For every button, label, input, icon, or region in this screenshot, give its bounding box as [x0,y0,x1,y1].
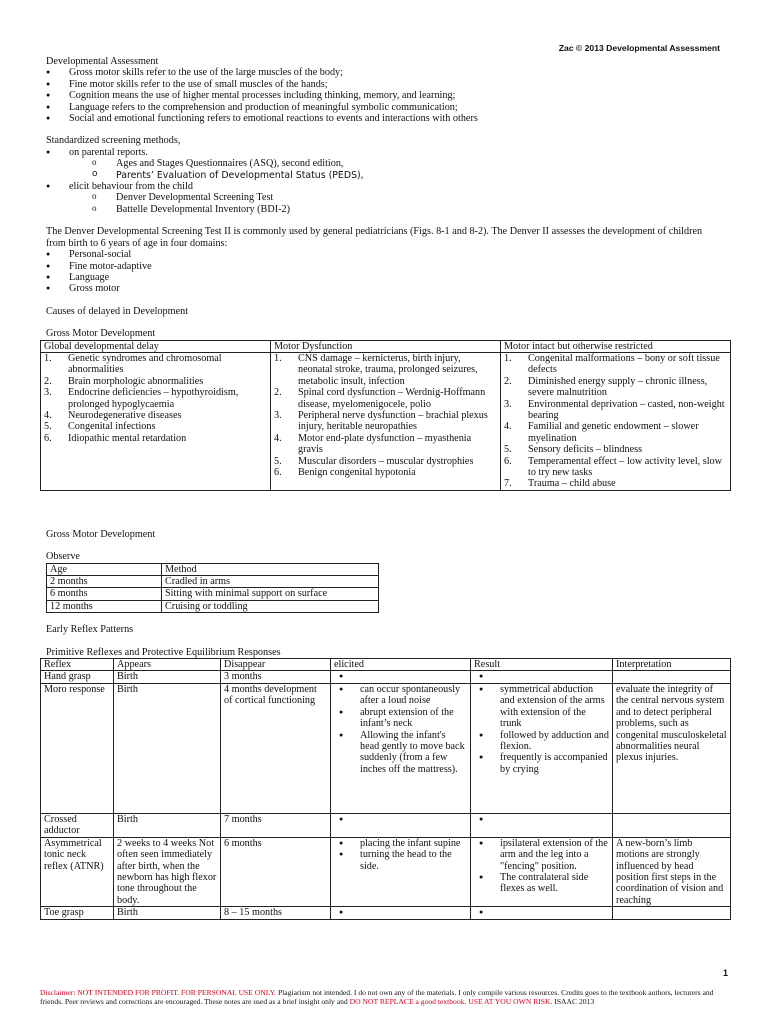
reflex-table [40,658,731,919]
list-item: ● abrupt extension of the infant’s neck [334,707,467,730]
list-item: ● Allowing the infant's head gently to move back suddenly (from a few inches off the mattress). [334,730,467,776]
disclaimer-label: Disclaimer: NOT INTENDED FOR PROFIT. FOR PERSONAL USE ONLY. [40,988,277,997]
section-title: Early Reflex Patterns [46,624,134,636]
table-cell [331,837,471,906]
list-item: 4. Motor end-plate dysfunction – myasthenia gravis [274,432,472,456]
table-header: Reflex [41,659,114,671]
table-cell: Asymmetrical tonic neck reflex (ATNR) [41,837,114,906]
table-header: Age [47,563,162,575]
screening-sublist [92,192,724,215]
table-header: Interpretation [613,659,731,671]
table-cell: Birth [114,683,221,813]
table-cell [331,813,471,837]
table-row [41,683,731,813]
table-cell: 2 weeks to 4 weeks Not often seen immediately after birth, when the newborn has high flexor tone throughout the body. [114,837,221,906]
section-title: Observe [46,551,80,563]
list-item: o Ages and Stages Questionnaires (ASQ), second edition, [92,158,724,169]
list-item: 5. Congenital infections [44,421,156,433]
document-body [44,56,727,920]
table-cell: Cruising or toddling [162,600,379,612]
list-item: 2. Brain morphologic abnormalities [44,375,204,387]
list-item: ● Personal-social [46,249,724,260]
section-title: Gross Motor Development [46,528,156,540]
table-header-row [41,659,731,671]
table-row [47,600,379,612]
table-cell: 6 months [221,837,331,906]
list-item: ● Language [46,272,724,283]
table-cell [471,813,613,837]
table-cell: 4 months development of cortical functioning [221,683,331,813]
table-header-row [41,340,731,352]
domains-list [46,249,724,295]
list-item: 6. Idiopathic mental retardation [44,432,187,444]
list-item: ● frequently is accompanied by crying [474,752,609,775]
table-header: Global developmental delay [41,340,271,352]
list-item: ● followed by adduction and flexion. [474,730,609,753]
screening-sublist [92,158,724,181]
table-header: Result [471,659,613,671]
list-item: 6. Benign congenital hypotonia [274,467,416,478]
table-cell [331,671,471,683]
table-cell: Cradled in arms [162,576,379,588]
table-cell [271,352,501,490]
list-item: ● Gross motor skills refer to the use of the large muscles of the body; [46,67,724,78]
table-row [41,352,731,490]
list-item: 4. Familial and genetic endowment – slower myelination [504,421,699,444]
page-header: Zac © 2013 Developmental Assessment [558,43,720,53]
table-cell: 3 months [221,671,331,683]
section-title: Standardized screening methods, [46,135,181,147]
list-item: ● Gross motor [46,283,724,294]
list-item: ● Social and emotional functioning refers to emotional reactions to events and interactions with others [46,113,724,124]
paragraph: The Denver Developmental Screening Test II is commonly used by general pediatricians (Figs. 8-1 and 8-2). The Denver II assesses the development of children from birth to 6 years of age in four domains: [46,226,703,249]
table-cell [501,352,731,490]
table-row [41,837,731,906]
table-cell: Birth [114,813,221,837]
section-title: Primitive Reflexes and Protective Equilibrium Responses [46,646,281,658]
list-item: 1. Genetic syndromes and chromosomal abnormalities [44,352,222,376]
table-cell [613,671,731,683]
list-item: 2. Spinal cord dysfunction – Werdnig-Hoffmann disease, myelomenigocele, polio [274,387,486,410]
list-item: 5. Muscular disorders – muscular dystrophies [274,455,474,467]
table-cell [331,683,471,813]
list-item: 5. Sensory deficits – blindness [504,444,643,456]
section-title: Gross Motor Development [46,328,156,340]
table-row [47,576,379,588]
table-header: Disappear [221,659,331,671]
list-item: 3. Endocrine deficiencies – hypothyroidism, prolonged hypoglycaemia [44,387,239,410]
table-cell: 7 months [221,813,331,837]
table-cell: Birth [114,671,221,683]
table-cell [613,813,731,837]
page-number: 1 [722,968,728,978]
table-row [41,813,731,837]
list-item: 3. Peripheral nerve dysfunction – brachial plexus injury, heritable neuropathies [274,409,488,433]
list-item: ● turning the head to the side. [334,849,467,872]
table-header: Motor Dysfunction [271,340,501,352]
table-cell: 6 months [47,588,162,600]
list-item: ● symmetrical abduction and extension of the arms with extension of the trunk [474,684,609,730]
list-item: 1. Congenital malformations – bony or soft tissue defects [504,352,720,376]
table-cell: Crossed adductor [41,813,114,837]
disclaimer-text: Plagiarism not intended. I do not own any of the materials. I only compile various resources. Credits goes to the textbook authors, lecturers and friends. Peer reviews and corrections are encouraged. These notes are used as a brief insight only and [40,988,714,1007]
assessment-list [46,67,724,124]
table-header: Motor intact but otherwise restricted [501,340,731,352]
table-cell: Sitting with minimal support on surface [162,588,379,600]
screening-list [46,147,724,158]
list-item: 3. Environmental deprivation – casted, non-weight bearing [504,398,725,421]
list-item: ● elicit behaviour from the child [46,181,724,192]
table-cell [471,671,613,683]
list-item: ● ipsilateral extension of the arm and the leg into a "fencing" position. [474,838,609,872]
list-item: 2. Diminished energy supply – chronic illness, severe malnutrition [504,375,708,399]
list-item: o Battelle Developmental Inventory (BDI-2) [92,204,724,215]
list-item: ● Fine motor-adaptive [46,261,724,272]
table-cell: Hand grasp [41,671,114,683]
list-item: ● The contralateral side flexes as well. [474,872,609,895]
table-header: elicited [331,659,471,671]
table-cell: 12 months [47,600,162,612]
footer-disclaimer [40,988,730,1007]
causes-table [40,340,731,491]
section-title: Developmental Assessment [46,56,159,67]
table-cell: Birth [114,907,221,919]
list-item: ● Cognition means the use of higher mental processes including thinking, memory, and learning; [46,90,724,101]
list-item: 6. Temperamental effect – low activity level, slow to try new tasks [504,455,723,478]
list-item: 7. Trauma – child abuse [504,478,616,490]
list-item: ● Language refers to the comprehension and production of meaningful symbolic communication; [46,102,724,113]
table-cell: 8 – 15 months [221,907,331,919]
disclaimer-suffix: ISAAC 2013 [552,997,595,1007]
table-cell [331,907,471,919]
observe-table [46,563,379,614]
table-row [41,671,731,683]
table-cell [471,683,613,813]
list-item: ● can occur spontaneously after a loud noise [334,684,467,707]
table-row [41,907,731,919]
list-item: ● Fine motor skills refer to the use of small muscles of the hands; [46,79,724,90]
table-row [47,588,379,600]
table-cell [471,837,613,906]
table-cell [41,352,271,490]
table-cell [613,907,731,919]
table-cell: 2 months [47,576,162,588]
list-item: 1. CNS damage – kernicterus, birth injury, neonatal stroke, trauma, prolonged seizures, metabolic insult, infection [274,352,478,387]
table-header-row [47,563,379,575]
table-cell: Moro response [41,683,114,813]
disclaimer-warning: DO NOT REPLACE a good textbook. USE AT YOU OWN RISK. [349,997,553,1007]
table-header: Method [162,563,379,575]
list-item: ● placing the infant supine [334,838,467,849]
table-cell: A new-born’s limb motions are strongly influenced by head position first steps in the coordination of vision and reaching [613,837,731,906]
table-cell [471,907,613,919]
table-header: Appears [114,659,221,671]
list-item: 4. Neurodegenerative diseases [44,409,182,421]
list-item: o Parents’ Evaluation of Developmental Status (PEDS), [92,170,724,181]
section-title: Causes of delayed in Development [46,305,189,317]
list-item: ● on parental reports. [46,147,724,158]
table-cell: evaluate the integrity of the central nervous system and to detect peripheral problems, such as congenital musculoskeletal abnormalities neural plexus injuries. [613,683,731,813]
list-item: o Denver Developmental Screening Test [92,192,724,203]
table-cell: Toe grasp [41,907,114,919]
